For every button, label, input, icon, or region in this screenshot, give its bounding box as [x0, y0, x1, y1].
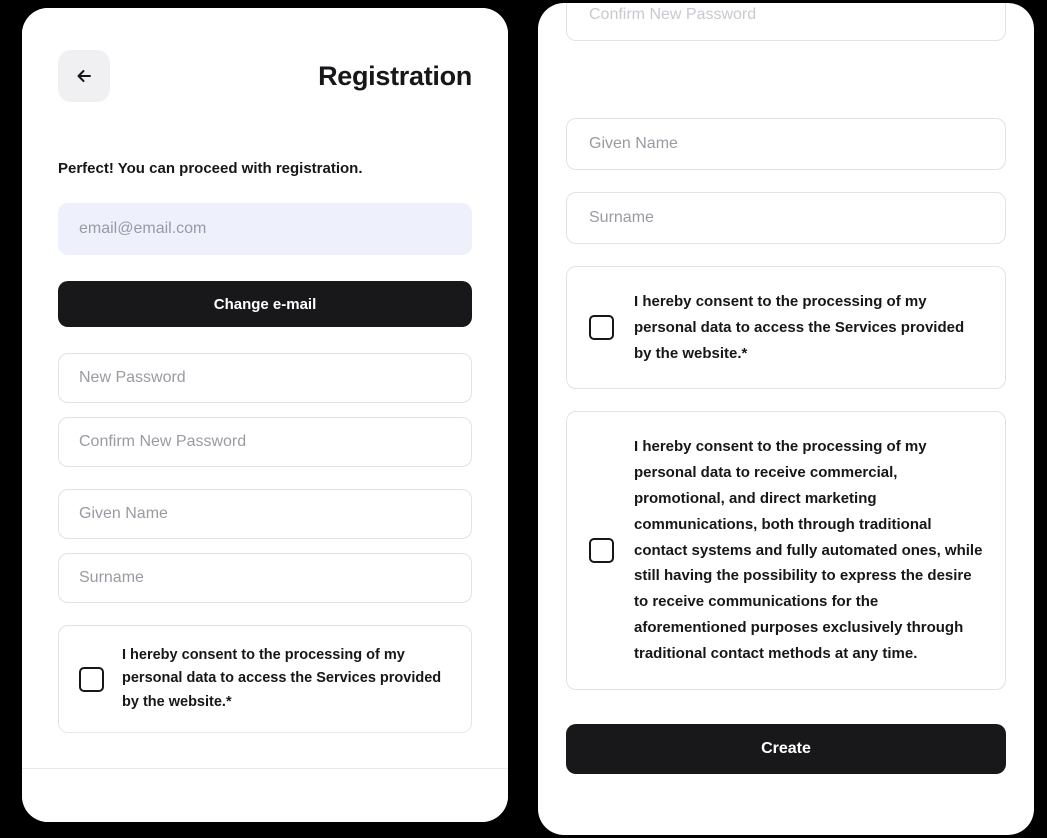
left-header: [58, 8, 472, 102]
arrow-left-icon: [74, 66, 94, 86]
given-name-field[interactable]: [566, 118, 1006, 170]
consent-required-checkbox[interactable]: [79, 667, 104, 692]
email-field[interactable]: [58, 203, 472, 255]
back-button[interactable]: [58, 50, 110, 102]
left-panel-content: [22, 8, 508, 768]
right-panel-content: [566, 3, 1006, 774]
consent-required-checkbox[interactable]: [589, 315, 614, 340]
create-button[interactable]: Create: [566, 724, 1006, 774]
left-panel-footer: [22, 768, 508, 822]
given-name-field[interactable]: [58, 489, 472, 539]
consent-marketing-label: I hereby consent to the processing of my personal data to receive commercial, promotional, and direct marketing communications, both through traditional contact systems and fully automated ones, while still having the possibility to express the desire to receive communications for the aforementioned purposes exclusively through traditional contact methods at any time.: [634, 438, 983, 662]
new-password-field[interactable]: [58, 353, 472, 403]
confirm-new-password-field[interactable]: [58, 417, 472, 467]
left-phone-panel: [22, 8, 508, 822]
consent-required-label: I hereby consent to the processing of my personal data to access the Services provided by the website.*: [122, 647, 442, 710]
consent-marketing-box[interactable]: [566, 411, 1006, 689]
consent-marketing-checkbox[interactable]: [589, 538, 614, 563]
right-phone-panel: [538, 3, 1034, 835]
registration-notice: Perfect! You can proceed with registration.: [58, 160, 363, 177]
change-email-button[interactable]: Change e-mail: [58, 281, 472, 327]
surname-field[interactable]: [566, 192, 1006, 244]
page-title: Registration: [318, 60, 472, 91]
consent-required-label: I hereby consent to the processing of my personal data to access the Services provided by the website.*: [634, 293, 965, 362]
consent-required-box[interactable]: [58, 625, 472, 733]
surname-field[interactable]: [58, 553, 472, 603]
consent-required-box[interactable]: [566, 266, 1006, 389]
confirm-new-password-field-clipped[interactable]: [566, 3, 1006, 41]
